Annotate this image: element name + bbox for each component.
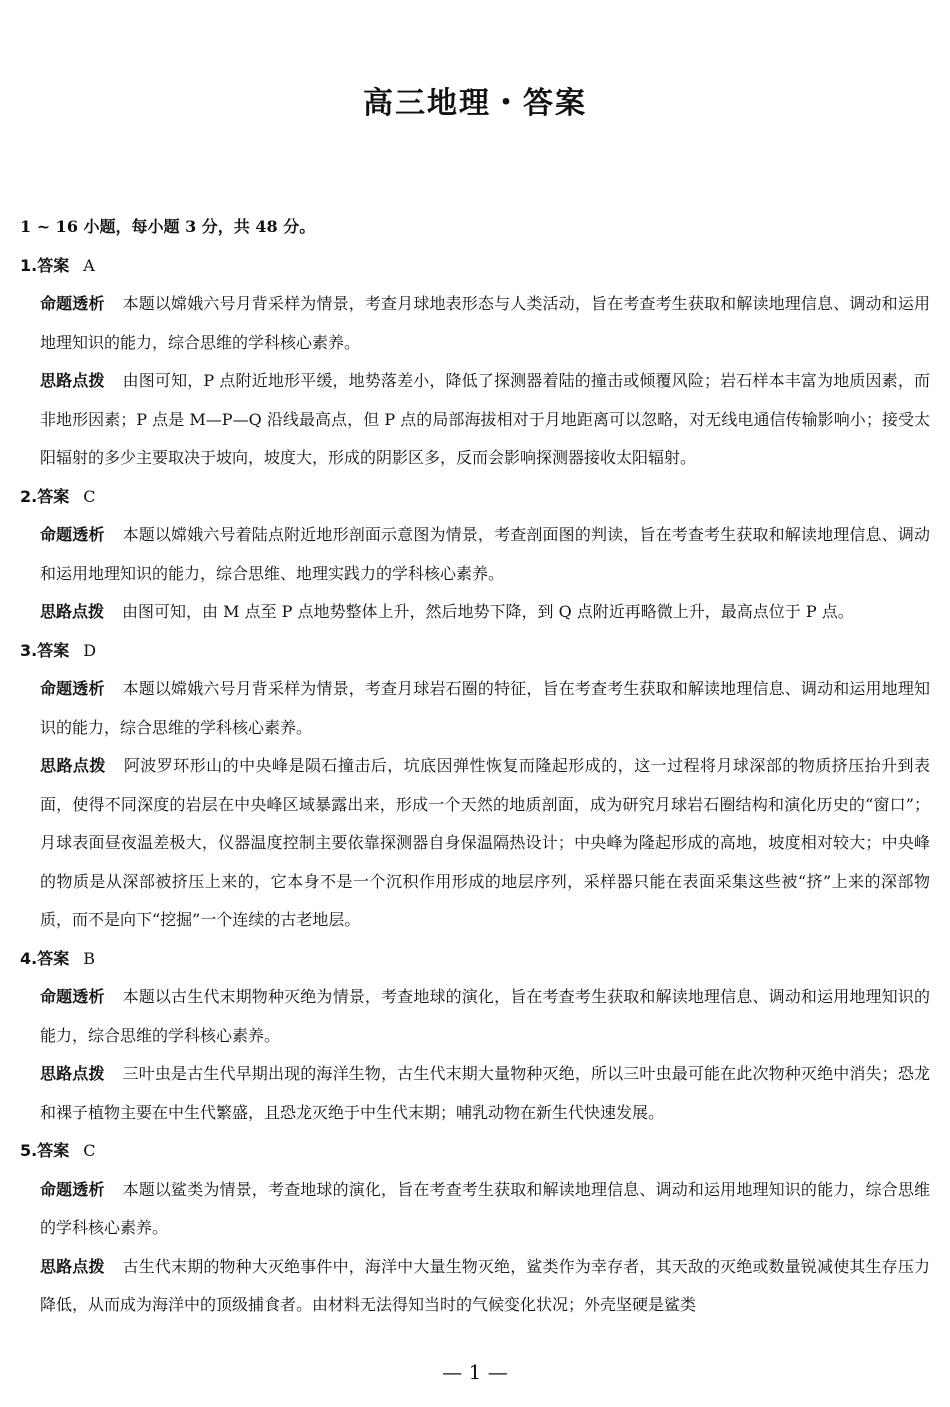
answer-label: 答案 [37, 1141, 70, 1160]
answer-line [20, 478, 930, 517]
question-number: 2. [20, 486, 38, 506]
page-number: — 1 — [442, 1360, 508, 1384]
answer-value: B [83, 948, 95, 968]
answer-line [20, 1132, 930, 1171]
analysis-text: 本题以古生代末期物种灭绝为情景，考查地球的演化，旨在考查考生获取和解读地理信息、调动和运用地理知识的能力，综合思维的学科核心素养。 [40, 987, 930, 1045]
analysis-paragraph [40, 516, 930, 593]
hint-paragraph [40, 747, 930, 940]
hint-paragraph [40, 1055, 930, 1132]
analysis-paragraph [40, 978, 930, 1055]
question-block [20, 940, 930, 1133]
hint-label: 思路点拨 [40, 602, 105, 621]
analysis-text: 本题以鲨类为情景，考查地球的演化，旨在考查考生获取和解读地理信息、调动和运用地理知识的能力，综合思维的学科核心素养。 [40, 1179, 930, 1237]
hint-paragraph [40, 593, 930, 632]
analysis-label: 命题透析 [40, 987, 105, 1006]
analysis-text: 本题以嫦娥六号月背采样为情景，考查月球地表形态与人类活动，旨在考查考生获取和解读地理信息、调动和运用地理知识的能力，综合思维的学科核心素养。 [40, 294, 930, 352]
hint-paragraph [40, 1248, 930, 1325]
analysis-paragraph [40, 670, 930, 747]
question-number: 5. [20, 1141, 38, 1160]
analysis-label: 命题透析 [40, 525, 105, 544]
question-number: 3. [20, 640, 38, 660]
page-title: 高三地理・答案 [363, 86, 587, 121]
answer-label: 答案 [37, 640, 70, 660]
analysis-label: 命题透析 [40, 679, 105, 698]
answer-value: C [83, 1141, 96, 1160]
hint-text: 阿波罗环形山的中央峰是陨石撞击后，坑底因弹性恢复而隆起形成的，这一过程将月球深部的物质挤压抬升到表面，使得不同深度的岩层在中央峰区域暴露出来，形成一个天然的地质剖面，成为研究月球岩石圈结构和演化历史的“窗口”；月球表面昼夜温差极大，仪器温度控制主要依靠探测器自身保温隔热设计；中央峰为隆起形成的高地，坡度相对较大；中央峰的物质是从深部被挤压上来的，它本身不是一个沉积作用形成的地层序列，采样器只能在表面采集这些被“挤”上来的深部物质，而不是向下“挖掘”一个连续的古老地层。 [40, 756, 930, 929]
intro-line: 1 ~ 16 小题，每小题 3 分，共 48 分。 [20, 217, 316, 236]
hint-label: 思路点拨 [40, 371, 105, 390]
analysis-label: 命题透析 [40, 294, 105, 313]
hint-text: 由图可知，P 点附近地形平缓，地势落差小，降低了探测器着陆的撞击或倾覆风险；岩石样本丰富为地质因素，而非地形因素；P 点是 M—P—Q 沿线最高点，但 P 点的局部海拔相对于月地距离可以忽略，对无线电通信传输影响小；接受太阳辐射的多少主要取决于坡向，坡度大，形成的阴影区多，反而会影响探测器接收太阳辐射。 [40, 371, 930, 467]
answer-label: 答案 [37, 255, 70, 275]
hint-text: 三叶虫是古生代早期出现的海洋生物，古生代末期大量物种灭绝，所以三叶虫最可能在此次物种灭绝中消失；恐龙和裸子植物主要在中生代繁盛，且恐龙灭绝于中生代末期；哺乳动物在新生代快速发展。 [40, 1064, 930, 1122]
analysis-paragraph [40, 285, 930, 362]
analysis-text: 本题以嫦娥六号月背采样为情景，考查月球岩石圈的特征，旨在考查考生获取和解读地理信息、调动和运用地理知识的能力，综合思维的学科核心素养。 [40, 679, 930, 737]
hint-paragraph [40, 362, 930, 478]
question-block [20, 1132, 930, 1325]
analysis-paragraph [40, 1171, 930, 1248]
answer-line [20, 632, 930, 671]
answer-label: 答案 [37, 948, 70, 968]
hint-text: 古生代末期的物种大灭绝事件中，海洋中大量生物灭绝，鲨类作为幸存者，其天敌的灭绝或数量锐减使其生存压力降低，从而成为海洋中的顶级捕食者。由材料无法得知当时的气候变化状况；外壳坚硬是鲨类 [40, 1256, 930, 1314]
hint-label: 思路点拨 [40, 1064, 105, 1083]
question-number: 4. [20, 948, 38, 968]
question-block [20, 247, 930, 478]
analysis-label: 命题透析 [40, 1179, 105, 1199]
answer-label: 答案 [37, 486, 70, 506]
question-block [20, 478, 930, 632]
hint-label: 思路点拨 [40, 756, 106, 775]
answer-content [20, 208, 930, 1325]
question-number: 1. [20, 255, 38, 275]
hint-text: 由图可知，由 M 点至 P 点地势整体上升，然后地势下降，到 Q 点附近再略微上升，最高点位于 P 点。 [122, 602, 854, 621]
answer-line [20, 247, 930, 286]
answer-value: D [83, 640, 97, 660]
question-block [20, 632, 930, 940]
answer-value: C [83, 486, 96, 506]
analysis-text: 本题以嫦娥六号着陆点附近地形剖面示意图为情景，考查剖面图的判读，旨在考查考生获取和解读地理信息、调动和运用地理知识的能力，综合思维、地理实践力的学科核心素养。 [40, 525, 930, 583]
answer-line [20, 940, 930, 979]
hint-label: 思路点拨 [40, 1256, 105, 1276]
answer-value: A [83, 255, 95, 275]
